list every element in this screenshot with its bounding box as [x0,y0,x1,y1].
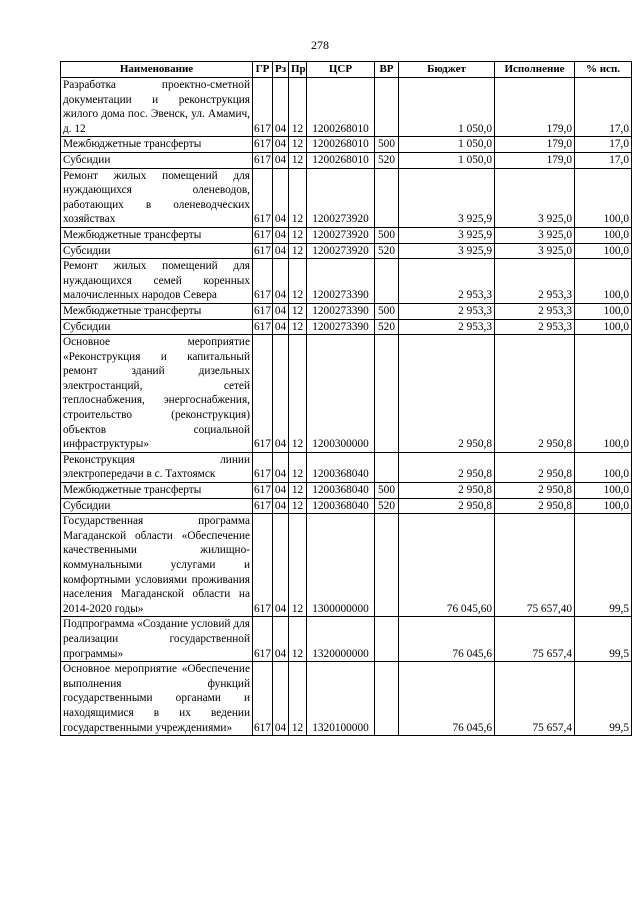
row-vr [375,259,399,304]
row-csr: 1200273390 [307,319,375,335]
row-vr [375,514,399,617]
row-vr [375,168,399,227]
row-gr: 617 [253,335,273,453]
row-gr: 617 [253,483,273,499]
row-budget: 2 950,8 [399,335,495,453]
row-pct: 17,0 [575,78,632,137]
row-name: Субсидии [61,243,253,259]
row-execution: 3 925,0 [495,243,575,259]
row-rz: 04 [273,152,289,168]
header-name: Наименование [61,62,253,78]
header-vr: ВР [375,62,399,78]
row-vr: 500 [375,137,399,153]
row-pct: 17,0 [575,152,632,168]
row-pr: 12 [289,335,307,453]
header-pct: % исп. [575,62,632,78]
row-pr: 12 [289,319,307,335]
row-pct: 100,0 [575,483,632,499]
row-csr: 1320100000 [307,662,375,736]
row-csr: 1200273920 [307,227,375,243]
table-row [61,303,632,319]
row-budget: 3 925,9 [399,227,495,243]
row-execution: 2 953,3 [495,259,575,304]
row-pct: 100,0 [575,303,632,319]
row-budget: 3 925,9 [399,168,495,227]
row-rz: 04 [273,303,289,319]
row-vr: 500 [375,483,399,499]
row-csr: 1200273920 [307,168,375,227]
row-execution: 179,0 [495,137,575,153]
row-budget: 1 050,0 [399,137,495,153]
row-vr: 520 [375,319,399,335]
row-pr: 12 [289,227,307,243]
row-name: Субсидии [61,152,253,168]
row-budget: 2 950,8 [399,452,495,482]
row-execution: 179,0 [495,152,575,168]
row-pct: 100,0 [575,319,632,335]
header-budget: Бюджет [399,62,495,78]
table-header-row [61,62,632,78]
row-execution: 3 925,0 [495,168,575,227]
table-row [61,498,632,514]
row-gr: 617 [253,243,273,259]
row-name: Реконструкция линии электропередачи в с. Тахтоямск [61,452,253,482]
row-name: Государственная программа Магаданской области «Обеспечение качественными жилищно-коммунальными услугами и комфортными условиями проживания населения Магаданской области на 2014-2020 годы» [61,514,253,617]
row-csr: 1200273390 [307,259,375,304]
row-csr: 1200368040 [307,483,375,499]
row-vr [375,335,399,453]
row-execution: 75 657,4 [495,662,575,736]
row-gr: 617 [253,259,273,304]
row-gr: 617 [253,303,273,319]
table-row [61,514,632,617]
row-budget: 1 050,0 [399,152,495,168]
row-name: Межбюджетные трансферты [61,227,253,243]
table-row [61,452,632,482]
row-name: Ремонт жилых помещений для нуждающихся оленеводов, работающих в оленеводческих хозяйствах [61,168,253,227]
row-name: Субсидии [61,498,253,514]
row-gr: 617 [253,137,273,153]
header-execution: Исполнение [495,62,575,78]
row-name: Основное мероприятие «Реконструкция и капитальный ремонт зданий дизельных электростанций, сетей теплоснабжения, энергоснабжения, строительство (реконструкция) объектов социальной инфраструктуры» [61,335,253,453]
table-row [61,152,632,168]
row-gr: 617 [253,514,273,617]
row-gr: 617 [253,617,273,662]
row-rz: 04 [273,662,289,736]
table-row [61,259,632,304]
page-number: 278 [311,38,329,52]
row-execution: 2 950,8 [495,335,575,453]
row-csr: 1200273390 [307,303,375,319]
row-pct: 100,0 [575,498,632,514]
table-row [61,335,632,453]
row-execution: 179,0 [495,78,575,137]
header-gr: ГР [253,62,273,78]
row-budget: 2 953,3 [399,319,495,335]
row-budget: 76 045,6 [399,617,495,662]
row-rz: 04 [273,78,289,137]
row-rz: 04 [273,335,289,453]
row-csr: 1300000000 [307,514,375,617]
row-name: Межбюджетные трансферты [61,137,253,153]
row-budget: 2 950,8 [399,483,495,499]
table-row [61,168,632,227]
row-gr: 617 [253,662,273,736]
row-rz: 04 [273,514,289,617]
row-vr: 500 [375,303,399,319]
row-pr: 12 [289,498,307,514]
row-pct: 99,5 [575,514,632,617]
budget-table [60,61,632,736]
row-vr: 520 [375,152,399,168]
row-gr: 617 [253,227,273,243]
row-pr: 12 [289,137,307,153]
row-rz: 04 [273,168,289,227]
table-row [61,243,632,259]
row-budget: 76 045,6 [399,662,495,736]
row-pct: 17,0 [575,137,632,153]
row-csr: 1200368040 [307,498,375,514]
row-name: Субсидии [61,319,253,335]
row-budget: 2 953,3 [399,303,495,319]
row-gr: 617 [253,78,273,137]
table-row [61,617,632,662]
row-execution: 75 657,40 [495,514,575,617]
row-pct: 100,0 [575,168,632,227]
row-gr: 617 [253,498,273,514]
row-pr: 12 [289,243,307,259]
table-row [61,78,632,137]
row-name: Ремонт жилых помещений для нуждающихся семей коренных малочисленных народов Севера [61,259,253,304]
row-pr: 12 [289,452,307,482]
row-pct: 99,5 [575,662,632,736]
table-row [61,227,632,243]
row-csr: 1200268010 [307,78,375,137]
row-pr: 12 [289,303,307,319]
table-row [61,319,632,335]
row-execution: 2 953,3 [495,303,575,319]
row-pr: 12 [289,78,307,137]
row-pr: 12 [289,168,307,227]
row-csr: 1200300000 [307,335,375,453]
row-csr: 1200368040 [307,452,375,482]
row-pr: 12 [289,617,307,662]
row-pr: 12 [289,259,307,304]
row-csr: 1320000000 [307,617,375,662]
row-budget: 76 045,60 [399,514,495,617]
row-name: Разработка проектно-сметной документации и реконструкция жилого дома пос. Эвенск, ул. Амамич, д. 12 [61,78,253,137]
row-rz: 04 [273,243,289,259]
row-name: Подпрограмма «Создание условий для реализации государственной программы» [61,617,253,662]
row-pct: 100,0 [575,243,632,259]
row-pct: 100,0 [575,227,632,243]
row-vr: 520 [375,243,399,259]
row-pct: 100,0 [575,452,632,482]
row-rz: 04 [273,259,289,304]
table-row [61,483,632,499]
row-budget: 1 050,0 [399,78,495,137]
row-gr: 617 [253,319,273,335]
header-pr: Пр [289,62,307,78]
row-execution: 3 925,0 [495,227,575,243]
row-execution: 75 657,4 [495,617,575,662]
table-row [61,137,632,153]
row-gr: 617 [253,168,273,227]
row-execution: 2 950,8 [495,452,575,482]
row-execution: 2 950,8 [495,483,575,499]
row-name: Основное мероприятие «Обеспечение выполнения функций государственными органами и находящимися в их ведении государственными учреждениями» [61,662,253,736]
row-pct: 99,5 [575,617,632,662]
row-rz: 04 [273,137,289,153]
header-csr: ЦСР [307,62,375,78]
row-rz: 04 [273,319,289,335]
row-rz: 04 [273,452,289,482]
row-vr: 520 [375,498,399,514]
row-gr: 617 [253,152,273,168]
row-vr [375,662,399,736]
row-budget: 3 925,9 [399,243,495,259]
row-rz: 04 [273,617,289,662]
table-row [61,662,632,736]
row-gr: 617 [253,452,273,482]
row-budget: 2 950,8 [399,498,495,514]
row-pct: 100,0 [575,335,632,453]
row-rz: 04 [273,483,289,499]
row-pr: 12 [289,514,307,617]
row-pct: 100,0 [575,259,632,304]
row-execution: 2 953,3 [495,319,575,335]
row-vr [375,617,399,662]
header-rz: Рз [273,62,289,78]
row-csr: 1200268010 [307,137,375,153]
row-csr: 1200268010 [307,152,375,168]
row-budget: 2 953,3 [399,259,495,304]
row-name: Межбюджетные трансферты [61,483,253,499]
row-vr [375,452,399,482]
row-execution: 2 950,8 [495,498,575,514]
row-vr: 500 [375,227,399,243]
row-csr: 1200273920 [307,243,375,259]
row-rz: 04 [273,498,289,514]
row-rz: 04 [273,227,289,243]
row-name: Межбюджетные трансферты [61,303,253,319]
row-vr [375,78,399,137]
row-pr: 12 [289,483,307,499]
row-pr: 12 [289,152,307,168]
row-pr: 12 [289,662,307,736]
